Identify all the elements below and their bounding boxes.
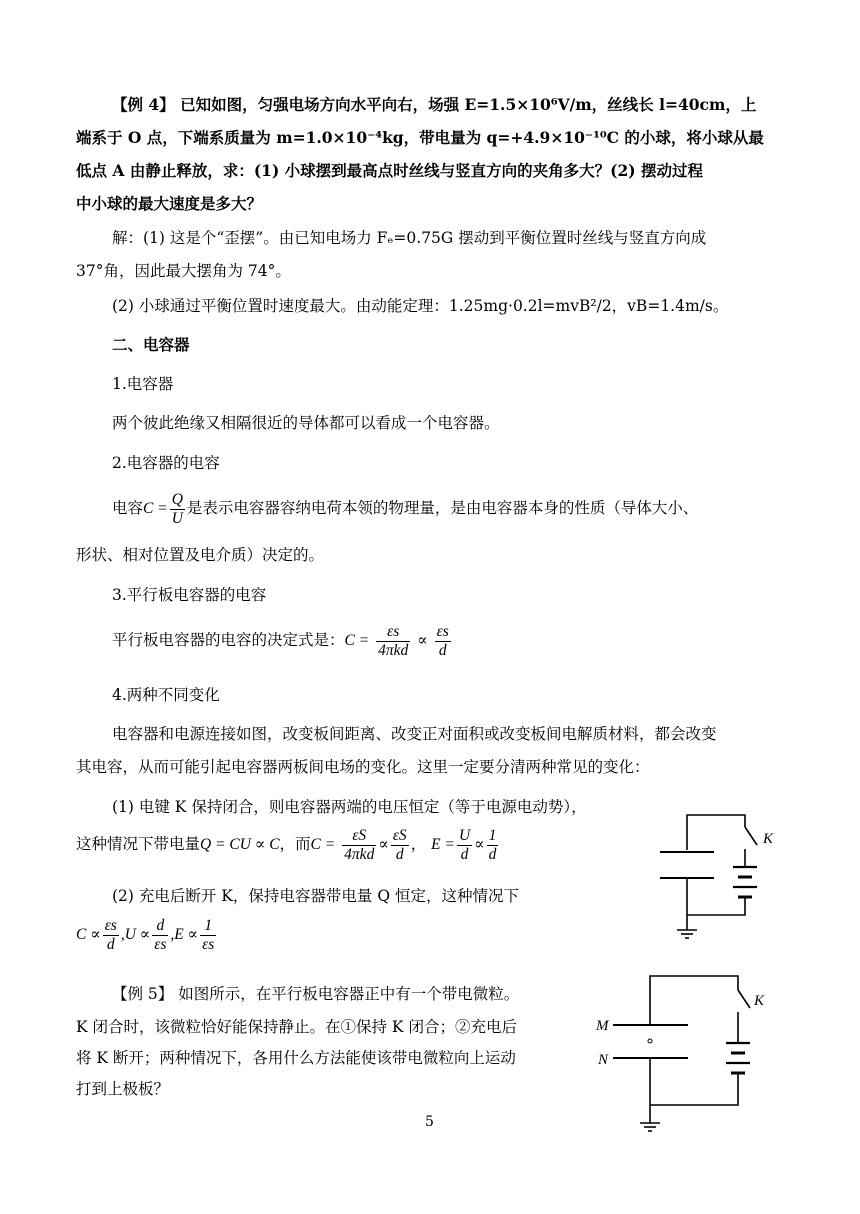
charged-particle xyxy=(648,1039,652,1043)
page-number: 5 xyxy=(425,1114,434,1130)
case2-line1: (2) 充电后断开 K，保持电容器带电量 Q 恒定，这种情况下 xyxy=(112,887,519,905)
example5-line1: 【例 5】 如图所示，在平行板电容器正中有一个带电微粒。 xyxy=(112,985,520,1003)
example4-line1: 【例 4】 已知如图，匀强电场方向水平向右，场强 E=1.5×10⁶V/m，丝线长 l=40cm，上 xyxy=(112,95,757,114)
example4-line2: 端系于 O 点，下端系质量为 m=1.0×10⁻⁴kg，带电量为 q=+4.9×10⁻¹⁰C 的小球，将小球从最 xyxy=(76,128,764,147)
parallel-plate-formula: 平行板电容器的电容的决定式是：C = $\frac{\varepsilon s}{\text{4πkd}}$ ∝ $\frac{\varepsilon s}{d}$ xyxy=(112,622,449,659)
section-heading: 二、电容器 xyxy=(112,335,190,354)
capacitor-circuit-figure-2 xyxy=(588,968,788,1148)
subsection-1: 1.电容器 xyxy=(112,375,174,393)
plate-label-m: M xyxy=(596,1018,609,1034)
subsection-3: 3.平行板电容器的电容 xyxy=(112,586,267,604)
subsection-4-text1: 电容器和电源连接如图，改变板间距离、改变正对面积或改变板间电解质材料，都会改变 xyxy=(112,725,717,743)
example4-line4: 中小球的最大速度是多大？ xyxy=(76,194,263,213)
switch-label-k-2: K xyxy=(754,993,765,1009)
plate-label-n: N xyxy=(598,1052,609,1068)
example5-line3: 将 K 断开；两种情况下，各用什么方法能使该带电微粒向上运动 xyxy=(76,1049,516,1067)
subsection-2-text2: 形状、相对位置及电介质）决定的。 xyxy=(76,546,325,564)
switch-label-k-1: K xyxy=(763,831,774,847)
solution-line2: 37°角，因此最大摆角为 74°。 xyxy=(76,262,291,280)
subsection-4: 4.两种不同变化 xyxy=(112,686,220,704)
example4-line3: 低点 A 由静止释放，求：(1) 小球摆到最高点时丝线与竖直方向的夹角多大？(2) 摆动过程 xyxy=(76,161,704,180)
example5-line4: 打到上极板？ xyxy=(76,1080,170,1098)
case1-line1: (1) 电键 K 保持闭合，则电容器两端的电压恒定（等于电源电动势）， xyxy=(112,798,587,816)
subsection-2: 2.电容器的电容 xyxy=(112,454,220,472)
subsection-4-text2: 其电容，从而可能引起电容器两板间电场的变化。这里一定要分清两种常见的变化： xyxy=(76,758,650,776)
solution-line3: (2) 小球通过平衡位置时速度最大。由动能定理：1.25mg·0.2l=mvB²/2，vB=1.4m/s。 xyxy=(112,297,729,315)
capacitor-circuit-figure-1 xyxy=(650,805,780,945)
example5-line2: K 闭合时，该微粒恰好能保持静止。在①保持 K 闭合；②充电后 xyxy=(76,1018,517,1036)
case1-formula: 这种情况下带电量Q = CU ∝ C，而C = $\frac{\varepsilon S}{\text{4πkd}}$ ∝ $\frac{\varepsilon S}{d}$ ， E = $\frac{U}{d}$ ∝ $\frac{1}{d}$ xyxy=(76,826,497,863)
capacitance-definition: 电容C = $\frac{Q}{U}$ 是表示电容器容纳电荷本领的物理量，是由电容器本身的性质（导体大小、 xyxy=(112,490,699,527)
solution-line1: 解：(1) 这是个“歪摆”。由已知电场力 Fₑ=0.75G 摆动到平衡位置时丝线与竖直方向成 xyxy=(112,229,707,247)
subsection-1-text: 两个彼此绝缘又相隔很近的导体都可以看成一个电容器。 xyxy=(112,414,500,432)
case2-formula: C ∝ $\frac{\varepsilon s}{d}$ ,U ∝ $\frac{d}{\varepsilon s}$ ,E ∝ $\frac{1}{\varepsilon s}$ xyxy=(76,916,215,953)
